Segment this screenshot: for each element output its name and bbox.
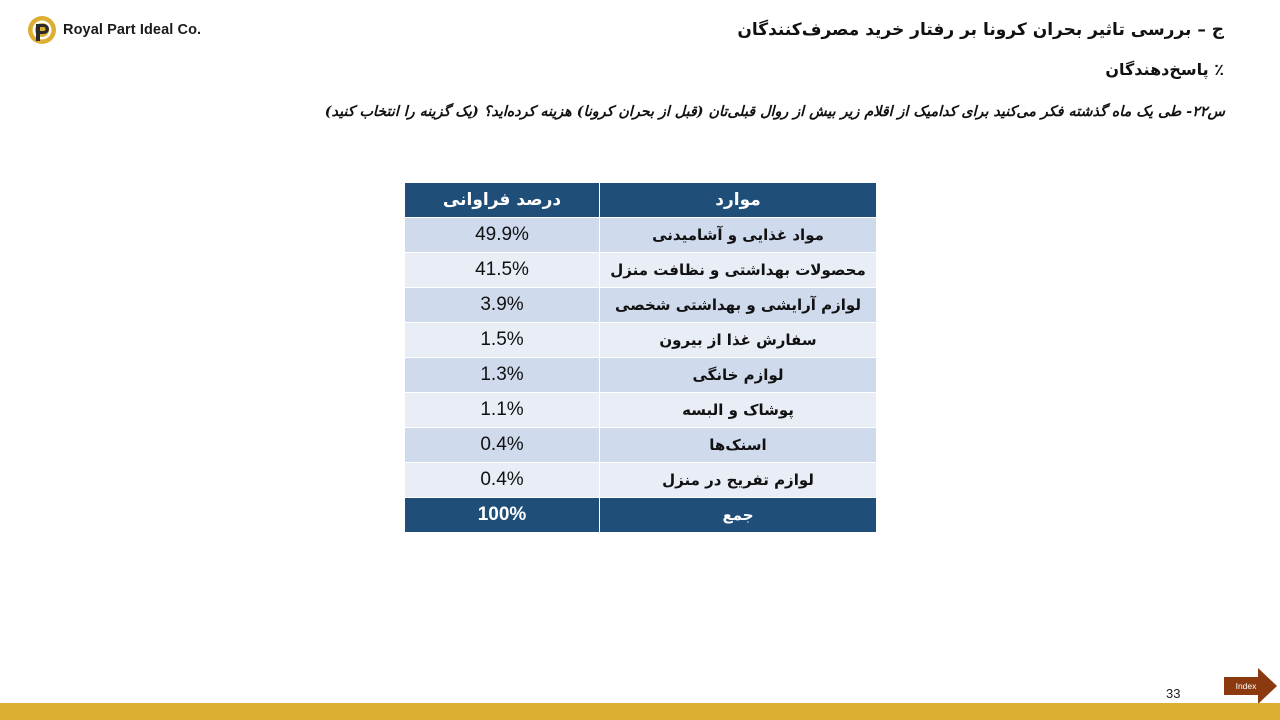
percent-cell: 41.5% — [405, 253, 600, 288]
section-title: ج – بررسی تاثیر بحران کرونا بر رفتار خرید مصرف‌کنندگان — [737, 20, 1224, 40]
item-cell: مواد غذایی و آشامیدنی — [600, 218, 877, 253]
item-cell: لوازم خانگی — [600, 358, 877, 393]
page-number: 33 — [1166, 686, 1181, 701]
percent-cell: 1.3% — [405, 358, 600, 393]
percent-cell: 49.9% — [405, 218, 600, 253]
table-row — [405, 323, 877, 358]
footer-bar — [0, 703, 1280, 720]
table-total-row — [405, 498, 877, 533]
item-cell: لوازم تفریح در منزل — [600, 463, 877, 498]
percent-cell: 0.4% — [405, 428, 600, 463]
table-row — [405, 253, 877, 288]
frequency-table — [404, 182, 877, 533]
index-label: Index — [1235, 681, 1257, 691]
table-row — [405, 428, 877, 463]
item-cell: لوازم آرایشی و بهداشتی شخصی — [600, 288, 877, 323]
percent-cell: 0.4% — [405, 463, 600, 498]
index-button[interactable] — [1224, 668, 1278, 704]
company-name: Royal Part Ideal Co. — [63, 22, 202, 38]
table-row — [405, 218, 877, 253]
royal-part-logo-icon — [27, 15, 57, 45]
subtitle: ٪ پاسخ‌دهندگان — [1105, 60, 1224, 79]
table-row — [405, 393, 877, 428]
company-logo — [27, 15, 201, 45]
total-label-cell: جمع — [600, 498, 877, 533]
item-cell: سفارش غذا از بیرون — [600, 323, 877, 358]
item-cell: محصولات بهداشتی و نظافت منزل — [600, 253, 877, 288]
table-row — [405, 463, 877, 498]
percent-cell: 1.5% — [405, 323, 600, 358]
table-row — [405, 288, 877, 323]
item-cell: اسنک‌ها — [600, 428, 877, 463]
table-row — [405, 358, 877, 393]
survey-question: س۲۲- طی یک ماه گذشته فکر می‌کنید برای کدامیک از اقلام زیر بیش از روال قبلی‌تان (قبل از بحران کرونا) هزینه کرده‌اید؟ (یک گزینه را انتخاب کنید) — [324, 104, 1225, 120]
header-item: موارد — [600, 183, 877, 218]
table-header-row — [405, 183, 877, 218]
item-cell: پوشاک و البسه — [600, 393, 877, 428]
percent-cell: 3.9% — [405, 288, 600, 323]
total-percent-cell: 100% — [405, 498, 600, 533]
header-percent: درصد فراوانی — [405, 183, 600, 218]
percent-cell: 1.1% — [405, 393, 600, 428]
